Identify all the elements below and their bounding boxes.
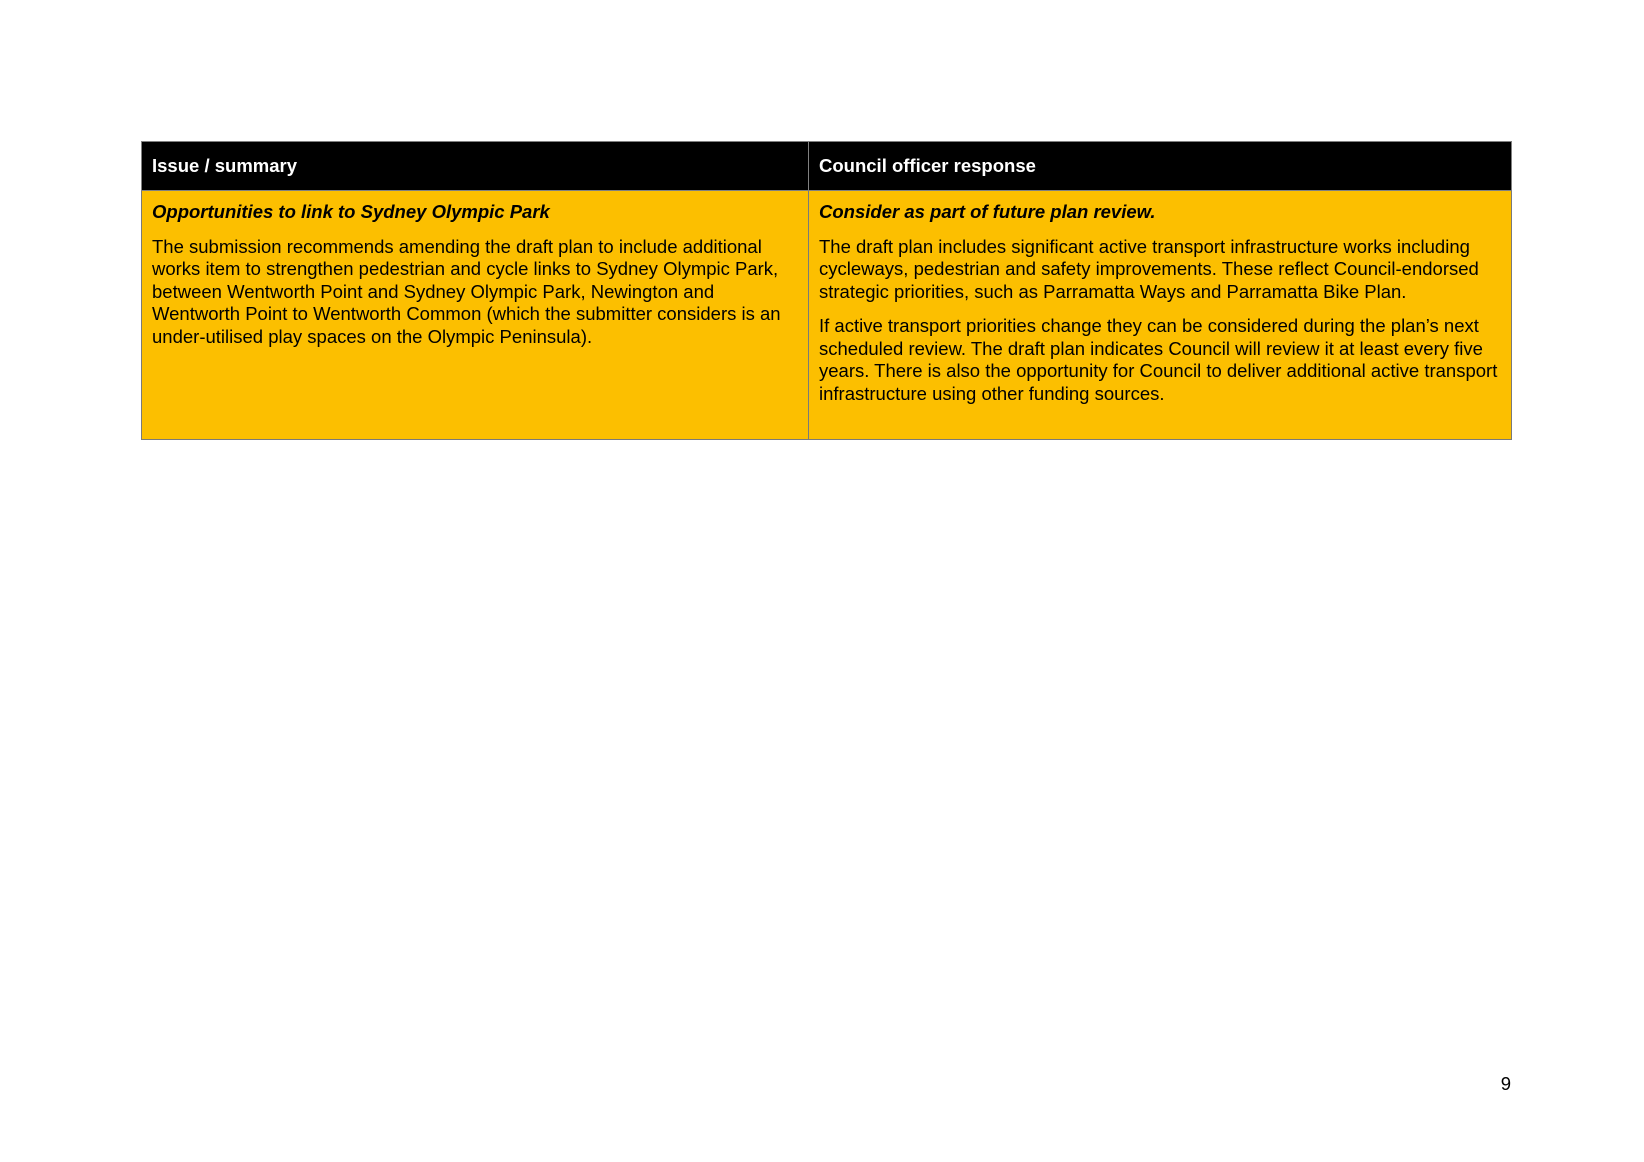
column-header-council-officer-response: Council officer response [809, 142, 1512, 191]
issue-cell [142, 191, 809, 440]
page-number: 9 [1500, 1073, 1511, 1094]
issue-paragraph: The submission recommends amending the draft plan to include additional works item to strengthen pedestrian and cycle links to Sydney Olympic Park, between Wentworth Point and Sydney Olympic Park, Newington and Wentworth Point to Wentworth Common (which the submitter considers is an under-utilised play spaces on the Olympic Peninsula). [152, 235, 781, 347]
response-paragraph: If active transport priorities change they can be considered during the plan’s next scheduled review. The draft plan indicates Council will review it at least every five years. There is also the opportunity for Council to deliver additional active transport infrastructure using other funding sources. [819, 315, 1498, 404]
table-header-row [142, 142, 1512, 191]
response-paragraph: The draft plan includes significant active transport infrastructure works including cycleways, pedestrian and safety improvements. These reflect Council-endorsed strategic priorities, such as Parramatta Ways and Parramatta Bike Plan. [819, 235, 1479, 302]
submissions-table [141, 141, 1512, 440]
issue-heading: Opportunities to link to Sydney Olympic Park [152, 201, 550, 222]
column-header-issue-summary: Issue / summary [142, 142, 809, 191]
response-heading: Consider as part of future plan review. [819, 201, 1156, 222]
table-row [142, 191, 1512, 440]
response-cell [809, 191, 1512, 440]
